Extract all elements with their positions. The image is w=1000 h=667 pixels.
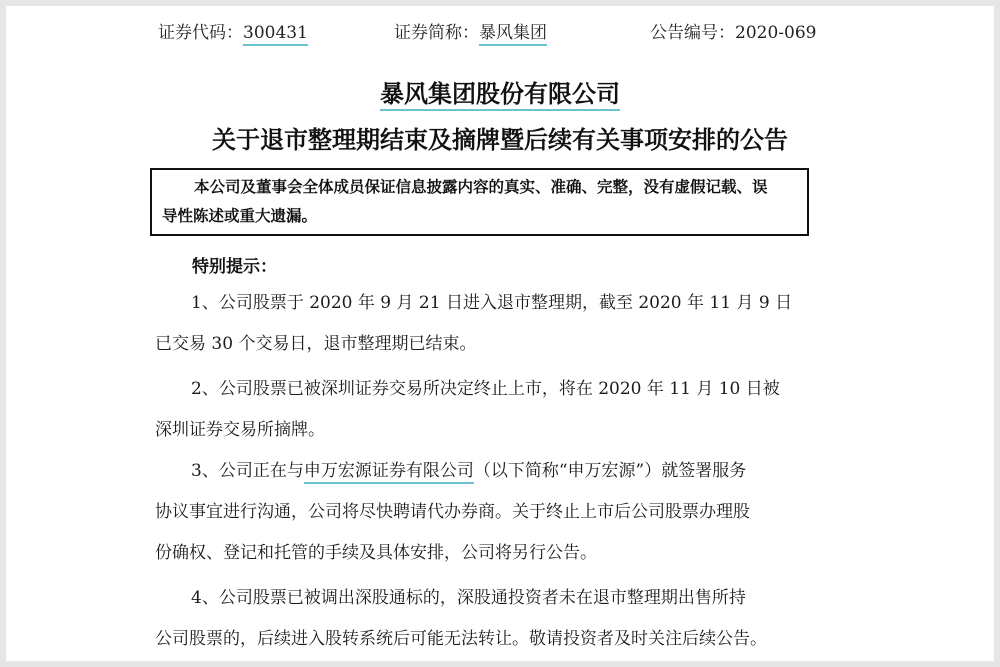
stock-code-label: 证券代码： bbox=[158, 23, 243, 43]
paragraph-4 bbox=[155, 578, 815, 660]
stock-abbr-label: 证券简称： bbox=[394, 23, 479, 43]
paragraph-4-line-2: 公司股票的，后续进入股转系统后可能无法转让。敬请投资者及时关注后续公告。 bbox=[155, 629, 767, 649]
company-title-text[interactable]: 暴风集团股份有限公司 bbox=[380, 79, 620, 111]
stock-abbr-value[interactable]: 暴风集团 bbox=[479, 23, 547, 46]
stock-abbr bbox=[394, 18, 547, 43]
announcement-title: 关于退市整理期结束及摘牌暨后续有关事项安排的公告 bbox=[212, 125, 788, 154]
paragraph-3-line-1 bbox=[155, 451, 815, 492]
paragraph-1-line-1: 1、公司股票于 2020 年 9 月 21 日进入退市整理期，截至 2020 年 11 月 9 日 bbox=[191, 293, 793, 313]
disclaimer-box bbox=[150, 168, 809, 236]
stock-code-value[interactable]: 300431 bbox=[243, 23, 308, 46]
company-title bbox=[0, 74, 1000, 109]
paragraph-2-line-2: 深圳证券交易所摘牌。 bbox=[155, 420, 325, 440]
paragraph-3-pre: 3、公司正在与 bbox=[191, 461, 304, 481]
disclaimer-line-1: 本公司及董事会全体成员保证信息披露内容的真实、准确、完整，没有虚假记载、误 bbox=[194, 177, 768, 196]
paragraph-3-line-3: 份确权、登记和托管的手续及具体安排，公司将另行公告。 bbox=[155, 543, 597, 563]
stock-code bbox=[158, 18, 308, 43]
special-notice-heading: 特别提示： bbox=[192, 257, 277, 277]
paragraph-2 bbox=[155, 369, 815, 451]
paragraph-3-line-2: 协议事宜进行沟通，公司将尽快聘请代办券商。关于终止上市后公司股票办理股 bbox=[155, 502, 750, 522]
disclaimer-line-2: 导性陈述或重大遗漏。 bbox=[162, 206, 318, 225]
paragraph-1 bbox=[155, 283, 815, 365]
notice-number: 公告编号：2020-069 bbox=[650, 23, 817, 43]
paragraph-2-line-1: 2、公司股票已被深圳证券交易所决定终止上市，将在 2020 年 11 月 10 日被 bbox=[191, 379, 780, 399]
paragraph-1-line-2: 已交易 30 个交易日，退市整理期已结束。 bbox=[155, 334, 477, 354]
paragraph-3 bbox=[155, 451, 815, 574]
paragraph-4-line-1: 4、公司股票已被调出深股通标的，深股通投资者未在退市整理期出售所持 bbox=[191, 588, 746, 608]
broker-link[interactable]: 申万宏源证券有限公司 bbox=[304, 461, 474, 484]
paragraph-3-post: （以下简称“申万宏源”）就签署服务 bbox=[473, 461, 747, 481]
